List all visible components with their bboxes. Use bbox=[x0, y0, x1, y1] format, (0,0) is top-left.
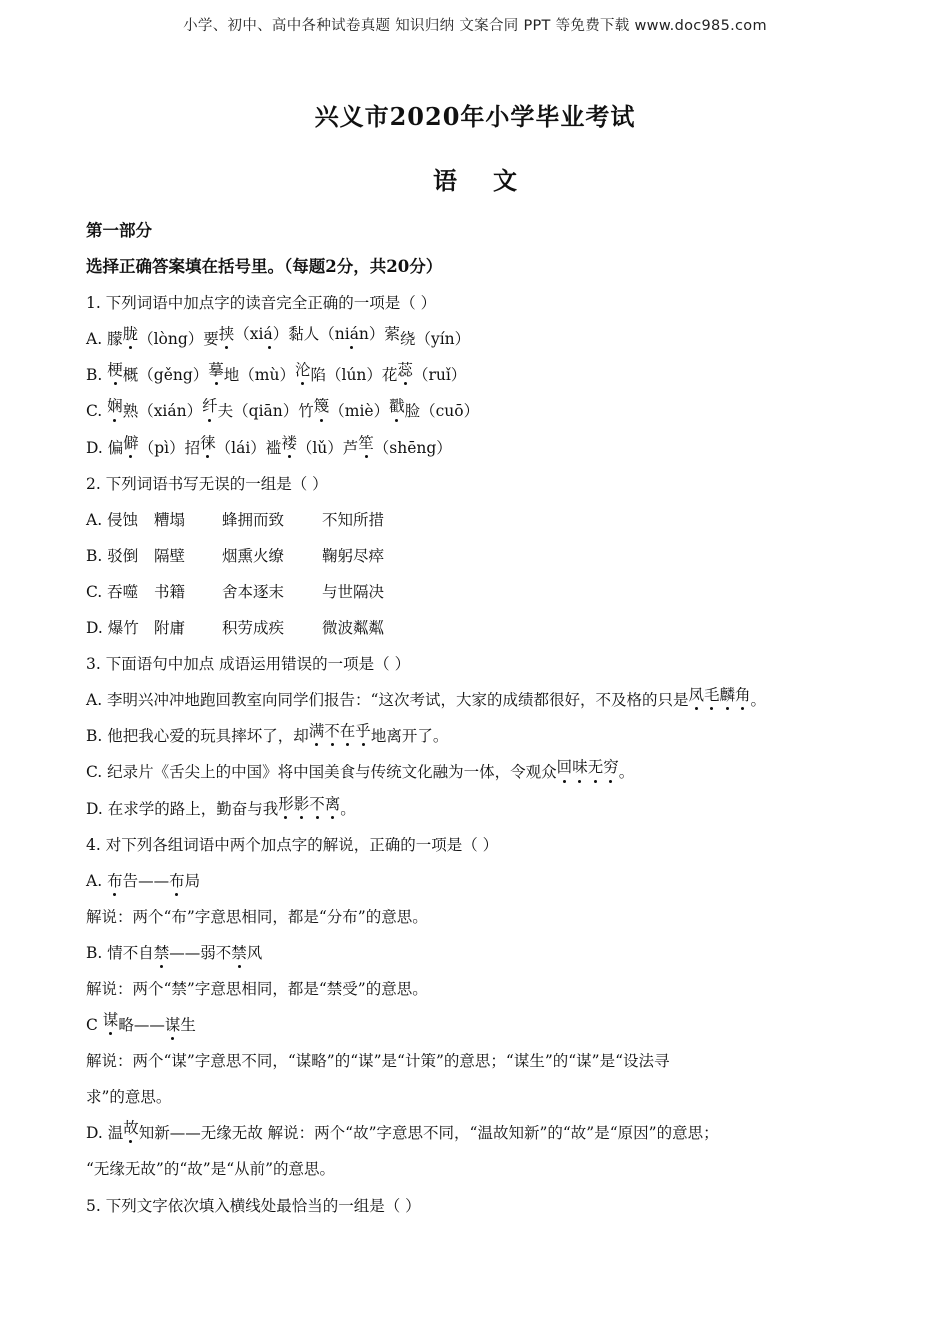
q3-option-c bbox=[86, 754, 866, 790]
text: 脸（cuō） bbox=[404, 402, 480, 421]
text: 知新——无缘无故 解说：两个“故”字意思不同，“温故知新”的“故”是“原因”的意思； bbox=[138, 1124, 719, 1143]
dotted-char: 挟 bbox=[219, 316, 235, 352]
dotted-char: 禁 bbox=[154, 935, 170, 971]
q4-option-c-note-2: 求”的意思。 bbox=[86, 1088, 172, 1107]
dotted-char: 乎 bbox=[355, 713, 371, 749]
word: 不知所措 bbox=[322, 510, 385, 529]
dotted-char: 摹 bbox=[208, 352, 224, 388]
dotted-char: 角 bbox=[735, 677, 751, 713]
text: 告—— bbox=[122, 871, 170, 890]
subject-title bbox=[0, 161, 950, 196]
text: 。 bbox=[750, 691, 767, 710]
text: （lái）褴 bbox=[215, 438, 282, 457]
dotted-char: 离 bbox=[325, 786, 341, 822]
q5-stem: 5. 下列文字依次填入横线处最恰当的一组是（ ） bbox=[86, 1196, 421, 1215]
q2-option-a bbox=[86, 502, 866, 538]
q2-option-c bbox=[86, 574, 866, 610]
word: 书籍 bbox=[154, 582, 186, 601]
q2-option-d bbox=[86, 610, 866, 646]
dotted-char: 徕 bbox=[200, 425, 216, 461]
word: 积劳成疾 bbox=[222, 619, 285, 638]
text: 。 bbox=[340, 799, 356, 818]
q4-option-c-note-1: 解说：两个“谋”字意思不同，“谋略”的“谋”是“计策”的意思；“谋生”的“谋”是“设法寻 bbox=[86, 1052, 670, 1071]
site-banner: 小学、初中、高中各种试卷真题 知识归纳 文案合同 PPT 等免费下载 www.doc985.com bbox=[183, 18, 767, 34]
text: 地（mù） bbox=[223, 366, 295, 385]
text: （ruǐ） bbox=[412, 366, 467, 385]
dotted-char: （xiá）黏 bbox=[234, 316, 303, 352]
dotted-char: 故 bbox=[123, 1110, 139, 1146]
dotted-char: 人（nián）萦 bbox=[304, 316, 400, 352]
dotted-char: 僻 bbox=[123, 425, 139, 461]
dotted-char: 麟 bbox=[720, 677, 736, 713]
dotted-char: 不 bbox=[309, 786, 325, 822]
word: 隔壁 bbox=[154, 546, 186, 565]
instruction: 选择正确答案填在括号里。（每题2分，共20分） bbox=[86, 257, 443, 277]
text: 略—— bbox=[118, 1016, 165, 1035]
text: B. bbox=[86, 366, 108, 385]
text: ——弱不 bbox=[169, 943, 232, 962]
dotted-char: 沦 bbox=[295, 352, 311, 388]
q4-option-a-note: 解说：两个“布”字意思相同，都是“分布”的意思。 bbox=[86, 907, 428, 926]
word: B. 驳倒 bbox=[86, 546, 139, 565]
dotted-char: 凤 bbox=[688, 677, 704, 713]
text: 。 bbox=[618, 763, 635, 782]
text: 地离开了。 bbox=[370, 727, 449, 746]
text: A. bbox=[86, 871, 108, 890]
dotted-char: 篾 bbox=[314, 388, 330, 424]
text: （lǔ）芦 bbox=[296, 438, 359, 457]
q3-option-b bbox=[86, 718, 866, 754]
q3-option-d bbox=[86, 791, 866, 827]
dotted-char: 影 bbox=[294, 786, 310, 822]
text: D. 偏 bbox=[86, 438, 124, 457]
q4-option-a bbox=[86, 863, 866, 899]
dotted-char: 胧 bbox=[123, 316, 139, 352]
text: C. 纪录片《舌尖上的中国》将中国美食与传统文化融为一体，令观众 bbox=[86, 763, 557, 782]
dotted-char: 布 bbox=[107, 863, 123, 899]
exam-content bbox=[86, 213, 866, 1224]
word: 蜂拥而致 bbox=[222, 510, 285, 529]
word: D. 爆竹 bbox=[86, 619, 139, 638]
text: 生 bbox=[180, 1016, 196, 1035]
q3-stem: 3. 下面语句中加点 成语运用错误的一项是（ ） bbox=[86, 655, 411, 674]
word: 附庸 bbox=[154, 619, 186, 638]
q4-option-c bbox=[86, 1007, 866, 1043]
text: A. 李明兴冲冲地跑回教室向同学们报告：“这次考试，大家的成绩都很好，不及格的只是 bbox=[86, 691, 689, 710]
text: A. 朦 bbox=[86, 330, 123, 349]
dotted-char: 回 bbox=[557, 749, 573, 785]
text: 绕 bbox=[399, 330, 416, 349]
text: C bbox=[86, 1016, 103, 1035]
q1-option-d bbox=[86, 430, 866, 466]
text: D. 温 bbox=[86, 1124, 124, 1143]
text: D. 在求学的路上，勤奋与我 bbox=[86, 799, 279, 818]
dotted-char: 无 bbox=[588, 749, 604, 785]
text: B. 情不自 bbox=[86, 943, 154, 962]
dotted-char: 娴 bbox=[107, 388, 123, 424]
q1-stem: 1. 下列词语中加点字的读音完全正确的一项是（ ） bbox=[86, 294, 437, 313]
section-heading: 第一部分 bbox=[86, 221, 152, 240]
text: 局 bbox=[184, 871, 201, 890]
dotted-char: 谋 bbox=[103, 1002, 119, 1038]
word: 微波粼粼 bbox=[322, 619, 385, 638]
word: 糟塌 bbox=[154, 510, 186, 529]
dotted-char: 形 bbox=[278, 786, 294, 822]
dotted-char: 笙 bbox=[358, 425, 374, 461]
exam-title: 兴义市2020年小学毕业考试 bbox=[314, 102, 636, 131]
word: 烟熏火缭 bbox=[222, 546, 285, 565]
text: （pì）招 bbox=[138, 438, 201, 457]
text: B. 他把我心爱的玩具摔坏了，却 bbox=[86, 727, 309, 746]
dotted-char: 褛 bbox=[281, 425, 297, 461]
text: 熟（xián） bbox=[122, 402, 203, 421]
q4-stem: 4. 对下列各组词语中两个加点字的解说，正确的一项是（ ） bbox=[86, 835, 499, 854]
dotted-char: 蕊 bbox=[397, 352, 413, 388]
dotted-char: 满 bbox=[309, 713, 325, 749]
text: （yín） bbox=[415, 330, 471, 349]
q1-option-a bbox=[86, 321, 866, 357]
word: A. 侵蚀 bbox=[86, 510, 139, 529]
dotted-char: 谋 bbox=[165, 1007, 181, 1043]
subject-char-1: 语 bbox=[433, 166, 457, 195]
dotted-char: 梗 bbox=[107, 352, 123, 388]
text: 夫（qiān）竹 bbox=[217, 402, 314, 421]
text: 概（gěng） bbox=[122, 366, 209, 385]
subject-char-2: 文 bbox=[493, 166, 517, 195]
dotted-char: 禁 bbox=[231, 935, 247, 971]
dotted-char: 纤 bbox=[202, 388, 218, 424]
dotted-char: 穷 bbox=[603, 749, 619, 785]
word: 与世隔决 bbox=[322, 582, 385, 601]
word: C. 吞噬 bbox=[86, 582, 139, 601]
dotted-char: 味 bbox=[572, 749, 588, 785]
text: 陷（lún）花 bbox=[310, 366, 398, 385]
q4-option-d bbox=[86, 1115, 866, 1151]
q4-option-b-note: 解说：两个“禁”字意思相同，都是“禁受”的意思。 bbox=[86, 979, 428, 998]
word: 鞠躬尽瘁 bbox=[322, 546, 385, 565]
q4-option-b bbox=[86, 935, 866, 971]
text: （miè） bbox=[329, 402, 390, 421]
dotted-char: 毛 bbox=[704, 677, 720, 713]
dotted-char: 戳 bbox=[389, 388, 405, 424]
text: C. bbox=[86, 402, 108, 421]
q3-option-a bbox=[86, 682, 866, 718]
q2-option-b bbox=[86, 538, 866, 574]
dotted-char: 布 bbox=[169, 863, 185, 899]
q2-stem: 2. 下列词语书写无误的一组是（ ） bbox=[86, 474, 328, 493]
dotted-char: 在 bbox=[340, 713, 356, 749]
text: （lòng）要 bbox=[138, 330, 219, 349]
dotted-char: 不 bbox=[324, 713, 340, 749]
word: 舍本逐末 bbox=[222, 582, 285, 601]
text: 风 bbox=[246, 943, 263, 962]
q4-option-d-note: “无缘无故”的“故”是“从前”的意思。 bbox=[86, 1160, 336, 1179]
text: （shēng） bbox=[373, 438, 452, 457]
